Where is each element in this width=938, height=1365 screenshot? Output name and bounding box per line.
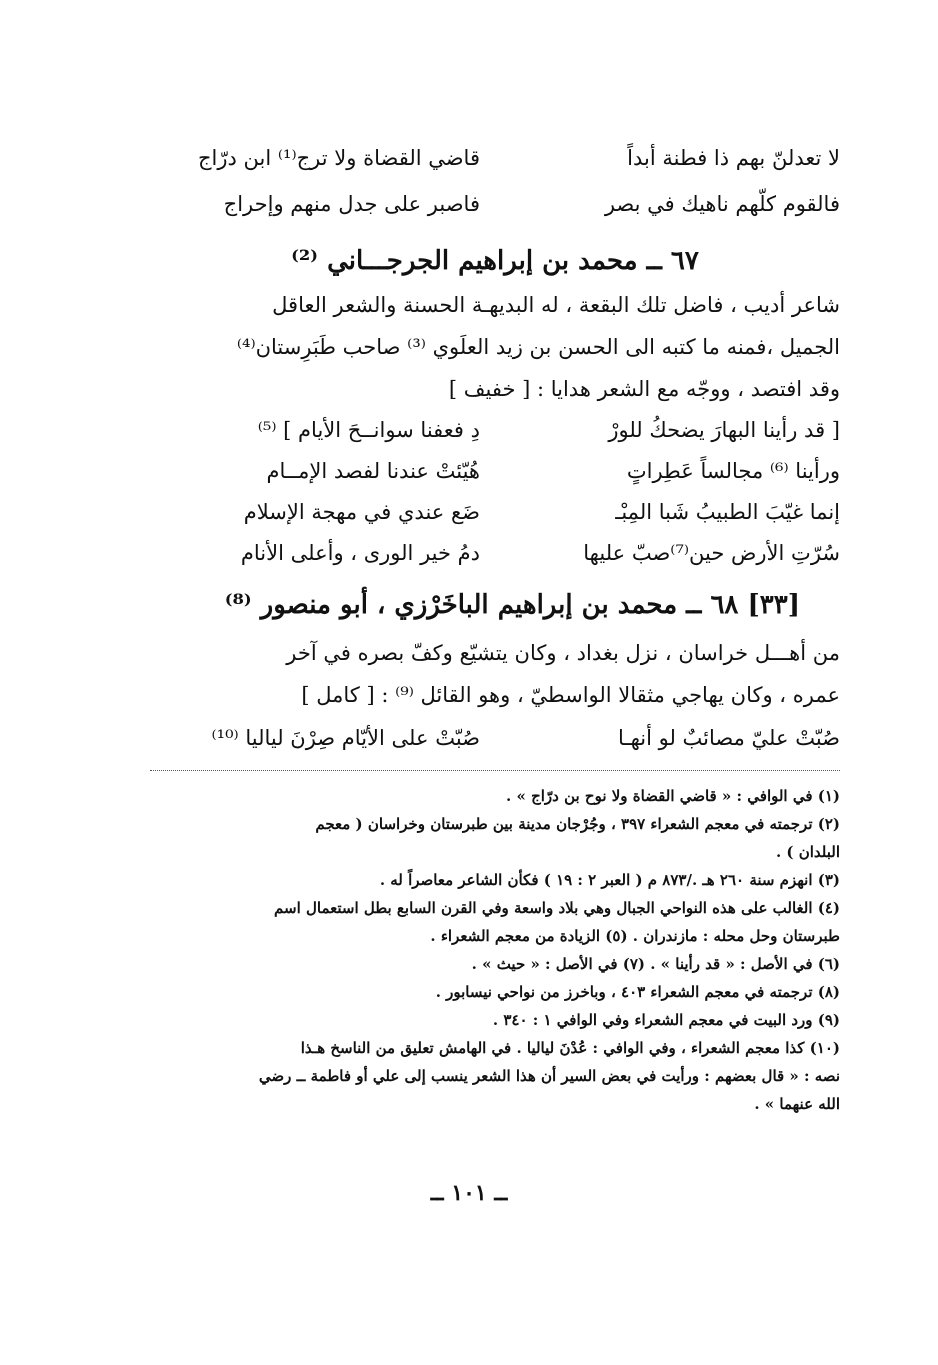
entry-body-67 [152,284,840,410]
entry-heading-68: [٣٣] ٦٨ ــ محمد بن إبراهيم الباخَرْزي ، أبو منصور ⁽⁸⁾ [224,590,800,620]
verse-hemistich-right: لا تعدلنّ بهم ذا فطنة أبداً [627,146,840,170]
verse-hemistich-left: هُيّئتْ عندنا لفصد الإمــام [266,459,480,483]
verse-hemistich-right: فالقوم كلّهم ناهيك في بصر [604,192,840,216]
prose-line: من أهـــل خراسان ، نزل بغداد ، وكان يتشيّع وكفّ بصره في آخر [286,641,840,665]
footnote-line: (٦) في الأصل : « قد رأينا » . (٧) في الأصل : « حيث » . [471,955,840,973]
verse-hemistich-left: دِ فعفنا سوانــحَ الأيام ] ⁽⁵⁾ [257,418,480,442]
footnote-line: نصه : « قال بعضهم : ورأيت في بعض السير أن هذا الشعر ينسب إلى علي أو فاطمة ــ رضي [258,1067,840,1085]
verse-line [150,716,840,760]
verse-hemistich-right: [ قد رأينا البهارَ يضحكُ للورْ [608,418,840,442]
verse-hemistich-left: ضَع عندي في مهجة الإسلام [243,500,480,524]
entry-body-68 [152,632,840,716]
footnote-line: الله عنهما » . [754,1095,840,1113]
verse-line [150,531,840,575]
verse-hemistich-left: صُبّتْ على الأيّام صِرْنَ لياليا ⁽¹⁰⁾ [211,726,480,750]
verse-line-2 [150,182,840,226]
prose-line: شاعر أديب ، فاضل تلك البقعة ، له البديهـة الحسنة والشعر العاقل [272,293,840,317]
entry-heading-67: ٦٧ ــ محمد بن إبراهيم الجرجـــاني ⁽²⁾ [291,246,699,276]
verse-line-1 [150,136,840,180]
verse-hemistich-left: دمُ خير الورى ، وأعلى الأنام [240,541,480,565]
verse-hemistich-right: صُبّتْ عليّ مصائبٌ لو أنهـا [618,726,840,750]
footnote-separator [150,770,840,771]
verse-line [150,408,840,452]
prose-line: وقد افتصد ، ووجّه مع الشعر هدايا : [ خفيف ] [448,377,840,401]
verse-hemistich-left: قاضي القضاة ولا ترج⁽¹⁾ ابن درّاج [197,146,480,170]
footnote-line: (٨) ترجمته في معجم الشعراء ٤٠٣ ، وباخرز من نواحي نيسابور . [435,983,840,1001]
footnote-line: (١) في الوافي : « قاضي القضاة ولا نوح بن درّاج » . [506,787,840,805]
prose-line: الجميل ،فمنه ما كتبه الى الحسن بن زيد العلَوي ⁽³⁾ صاحب طَبَرِستان⁽⁴⁾ [236,335,840,359]
footnote-line: طبرستان وحل محله : مازندران . (٥) الزيادة من معجم الشعراء . [430,927,840,945]
page-number: ــ ١٠١ ــ [430,1180,508,1206]
footnote-line: (٤) الغالب على هذه النواحي الجبال وهي بلاد واسعة وفي القرن السابع بطل استعمال اسم [274,899,840,917]
verse-hemistich-right: ورأينا ⁽⁶⁾ مجالساً عَطِراتٍ [626,459,840,483]
footnote-line: (١٠) كذا معجم الشعراء ، وفي الوافي : عُدْنَ لياليا . في الهامش تعليق من الناسخ هـذا [300,1039,840,1057]
verse-line [150,449,840,493]
footnotes [150,782,840,1118]
verse-hemistich-right: سُرّتِ الأرض حين⁽⁷⁾صبّ عليها [583,541,840,565]
verse-hemistich-left: فاصبر على جدل منهم وإحراج [223,192,480,216]
verse-hemistich-right: إنما غيّبَ الطبيبُ شَبا المِبْـ [615,500,840,524]
footnote-line: (٣) انهزم سنة ٢٦٠ هـ ./٨٧٣ م ( العبر ٢ : ١٩ ) فكأن الشاعر معاصراً له . [379,871,840,889]
footnote-line: (٢) ترجمته في معجم الشعراء ٣٩٧ ، وجُرْجان مدينة بين طبرستان وخراسان ( معجم [315,815,840,833]
prose-line: عمره ، وكان يهاجي مثقالا الواسطيّ ، وهو القائل ⁽⁹⁾ : [ كامل ] [301,683,840,707]
footnote-line: (٩) ورد البيت في معجم الشعراء وفي الوافي ١ : ٣٤٠ . [492,1011,840,1029]
verse-line [150,490,840,534]
footnote-line: البلدان ) . [775,843,840,861]
